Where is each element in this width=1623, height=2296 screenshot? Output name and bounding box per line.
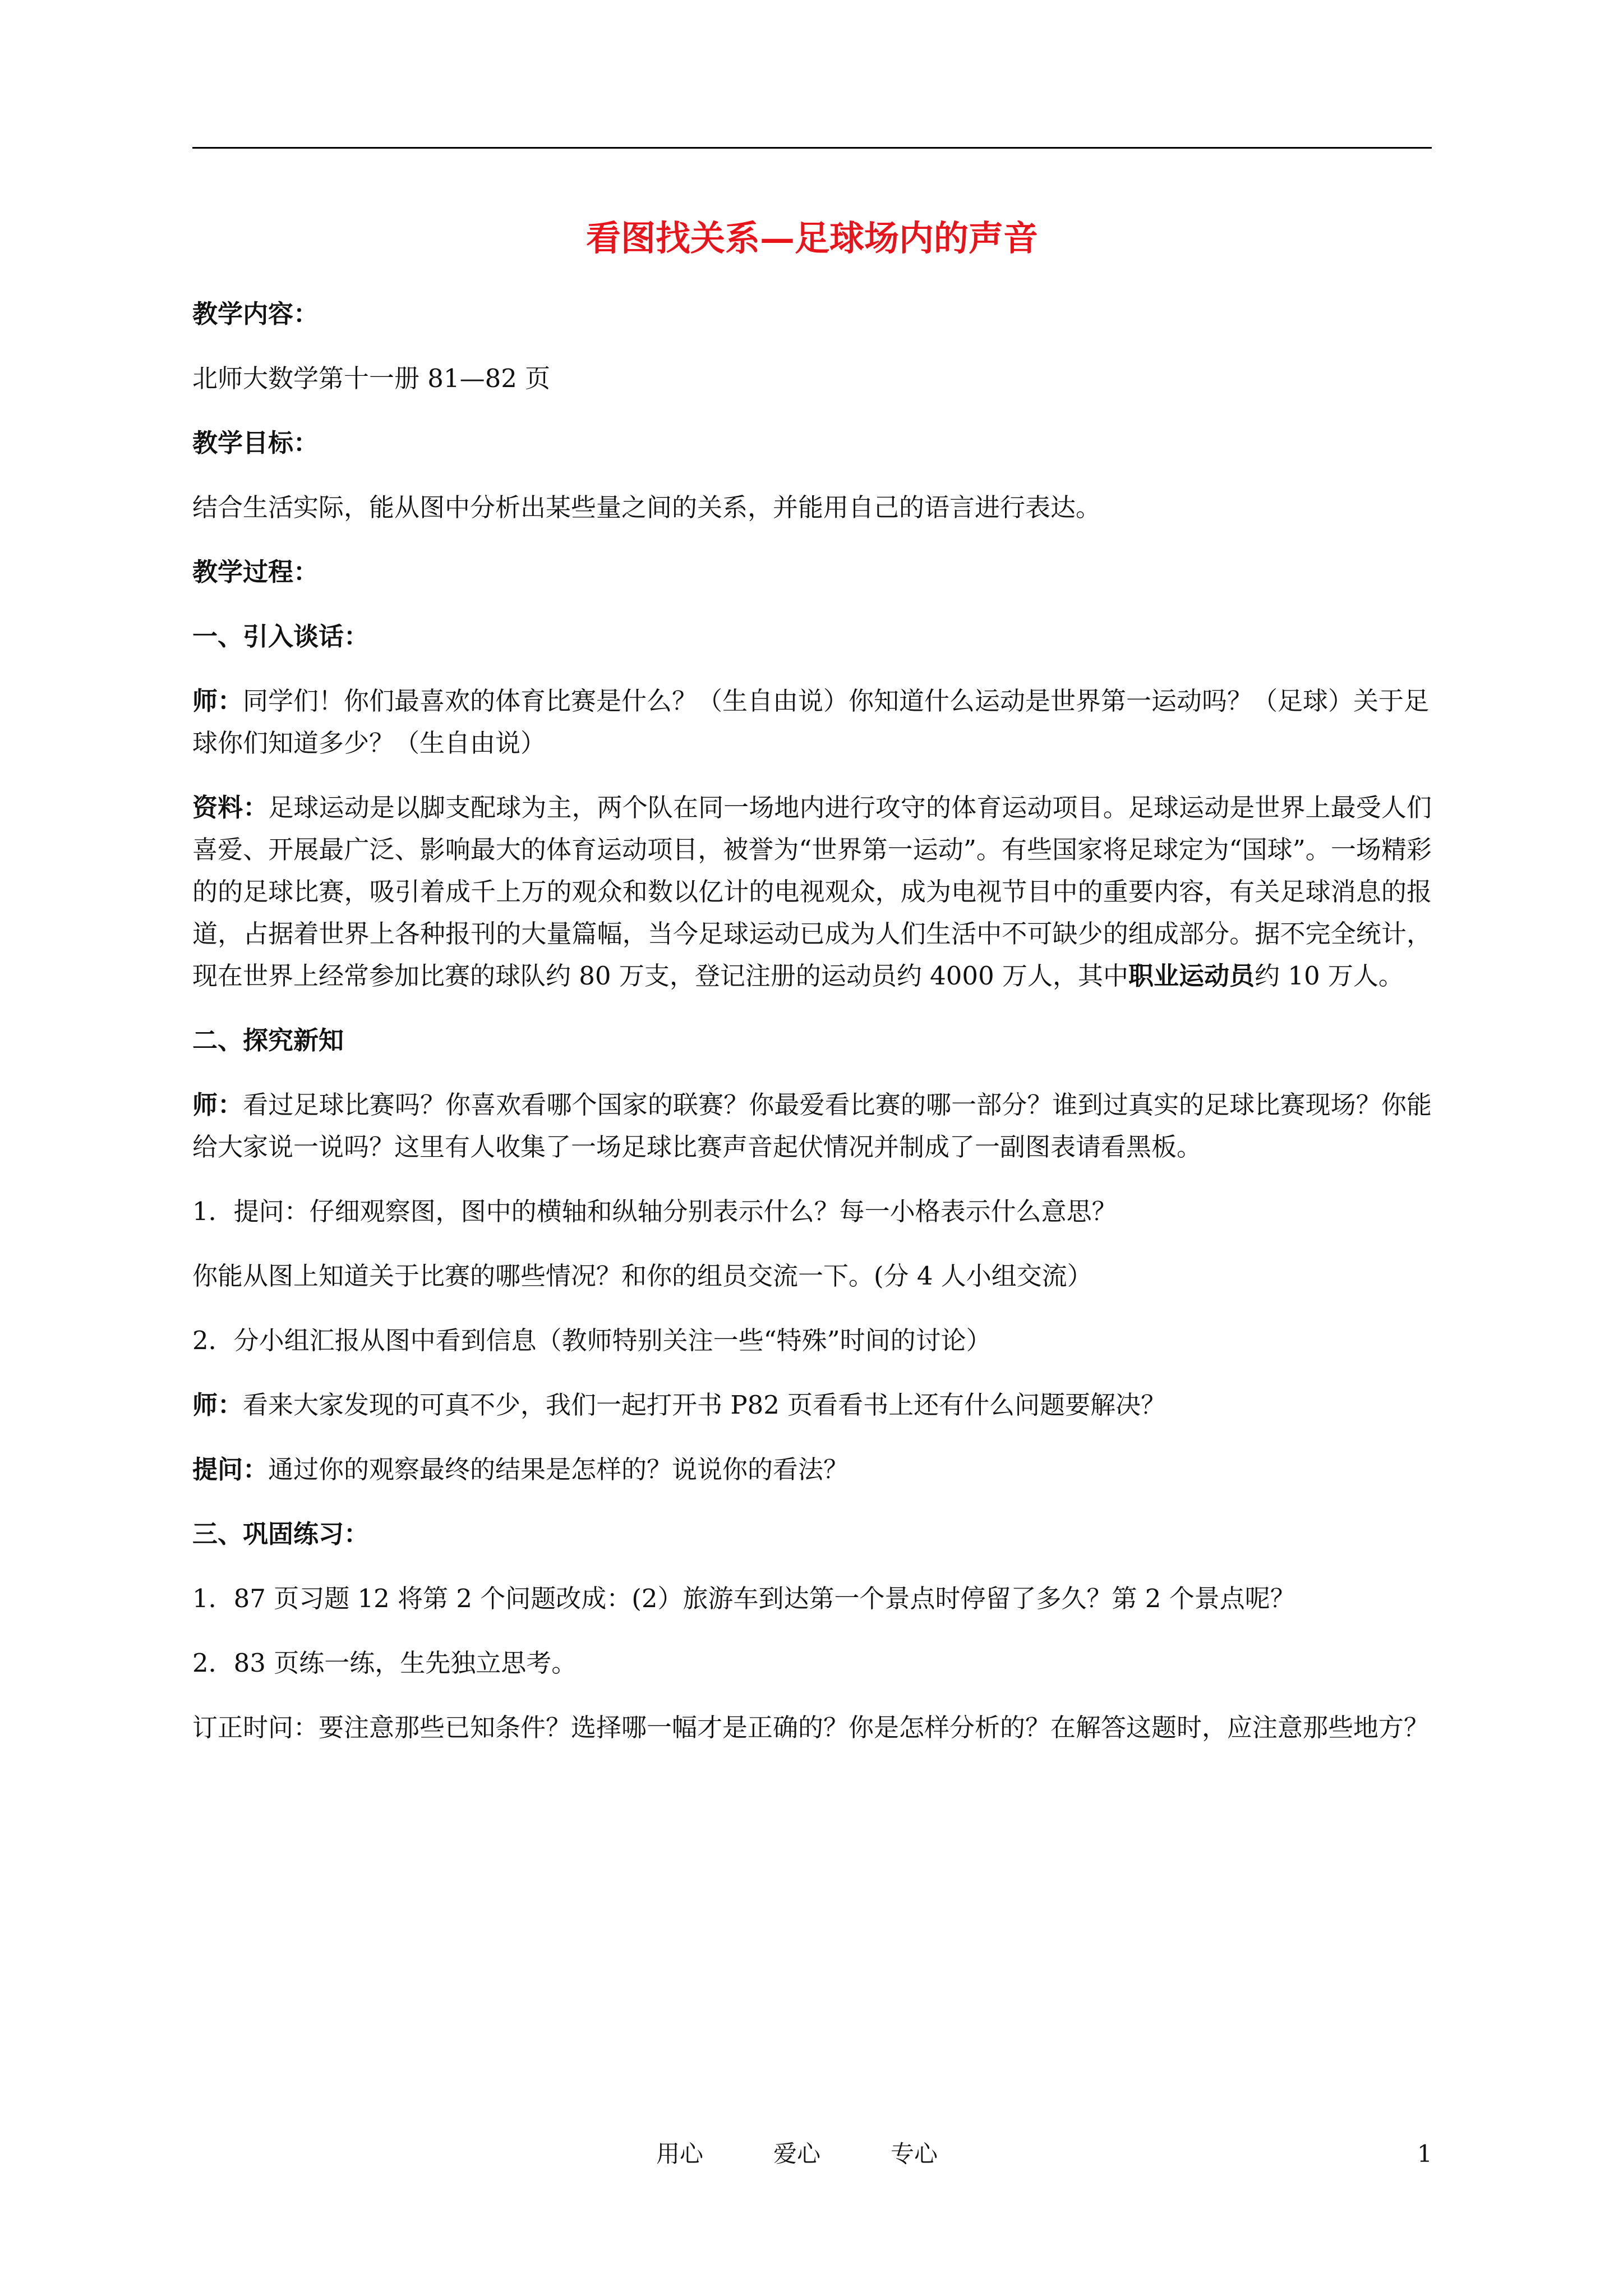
exercise-1: 1．87 页习题 12 将第 2 个问题改成：(2）旅游车到达第一个景点时停留了多久？第 2 个景点呢？ bbox=[192, 1584, 1295, 1613]
material-text: 足球运动是以脚支配球为主，两个队在同一场地内进行攻守的体育运动项目。足球运动是世界上最受人们喜爱、开展最广泛、影响最大的体育运动项目，被誉为“世界第一运动”。有些国家将足球定为“国球”。一场精彩的的足球比赛，吸引着成千上万的观众和数以亿计的电视观众，成为电视节目中的重要内容，有关足球消息的报道，占据着世界上各种报刊的大量篇幅，当今足球运动已成为人们生活中不可缺少的组成部分。据不完全统计，现在世界上经常参加比赛的球队约 80 万支，登记注册的运动员约 4000 万人，其中 bbox=[192, 793, 1432, 991]
teacher-label: 师： bbox=[192, 686, 243, 716]
document-body bbox=[192, 293, 1432, 1771]
teacher-text: 看过足球比赛吗？你喜欢看哪个国家的联赛？你最爱看比赛的哪一部分？谁到过真实的足球比赛现场？你能给大家说一说吗？这里有人收集了一场足球比赛声音起伏情况并制成了一副图表请看黑板。 bbox=[192, 1090, 1432, 1162]
teacher-label: 师： bbox=[192, 1090, 243, 1120]
footer-motto bbox=[656, 2137, 938, 2171]
footer-word: 爱心 bbox=[773, 2140, 821, 2168]
material-text-end: 约 10 万人。 bbox=[1255, 961, 1404, 991]
content-heading: 教学内容： bbox=[192, 299, 319, 329]
teacher-paragraph-2 bbox=[192, 1084, 1432, 1168]
exercise-2: 2．83 页练一练，生先独立思考。 bbox=[192, 1648, 577, 1678]
step2: 2．分小组汇报从图中看到信息（教师特别关注一些“特殊”时间的讨论） bbox=[192, 1326, 992, 1355]
goal-text: 结合生活实际，能从图中分析出某些量之间的关系，并能用自己的语言进行表达。 bbox=[192, 493, 1101, 522]
question-paragraph bbox=[192, 1448, 1432, 1490]
step1-line2: 你能从图上知道关于比赛的哪些情况？和你的组员交流一下。(分 4 人小组交流） bbox=[192, 1261, 1092, 1291]
material-bold-term: 职业运动员 bbox=[1128, 961, 1255, 991]
part2-heading: 二、探究新知 bbox=[192, 1025, 344, 1055]
teacher-text: 看来大家发现的可真不少，我们一起打开书 P82 页看看书上还有什么问题要解决？ bbox=[243, 1390, 1166, 1420]
material-paragraph bbox=[192, 786, 1432, 997]
teacher-label: 师： bbox=[192, 1390, 243, 1420]
teacher-text: 同学们！你们最喜欢的体育比赛是什么？（生自由说）你知道什么运动是世界第一运动吗？（足球）关于足球你们知道多少？（生自由说） bbox=[192, 686, 1430, 758]
teacher-paragraph-3 bbox=[192, 1384, 1432, 1426]
goal-heading: 教学目标： bbox=[192, 428, 319, 458]
page-title: 看图找关系—足球场内的声音 bbox=[585, 218, 1038, 259]
material-label: 资料： bbox=[192, 793, 269, 822]
part3-heading: 三、巩固练习： bbox=[192, 1519, 370, 1549]
page-number: 1 bbox=[1417, 2140, 1432, 2168]
question-label: 提问： bbox=[192, 1455, 269, 1484]
step1-line1: 1．提问：仔细观察图，图中的横轴和纵轴分别表示什么？每一小格表示什么意思？ bbox=[192, 1197, 1117, 1226]
part1-heading: 一、引入谈话： bbox=[192, 622, 370, 651]
footer-word: 专心 bbox=[891, 2140, 938, 2168]
correction-paragraph: 订正时问：要注意那些已知条件？选择哪一幅才是正确的？你是怎样分析的？在解答这题时，应注意那些地方？ bbox=[192, 1713, 1430, 1742]
question-text: 通过你的观察最终的结果是怎样的？说说你的看法？ bbox=[268, 1455, 849, 1484]
content-text: 北师大数学第十一册 81—82 页 bbox=[192, 364, 551, 393]
teacher-paragraph-1 bbox=[192, 680, 1432, 764]
footer-word: 用心 bbox=[656, 2140, 704, 2168]
header-rule bbox=[192, 147, 1432, 149]
process-heading: 教学过程： bbox=[192, 557, 319, 587]
